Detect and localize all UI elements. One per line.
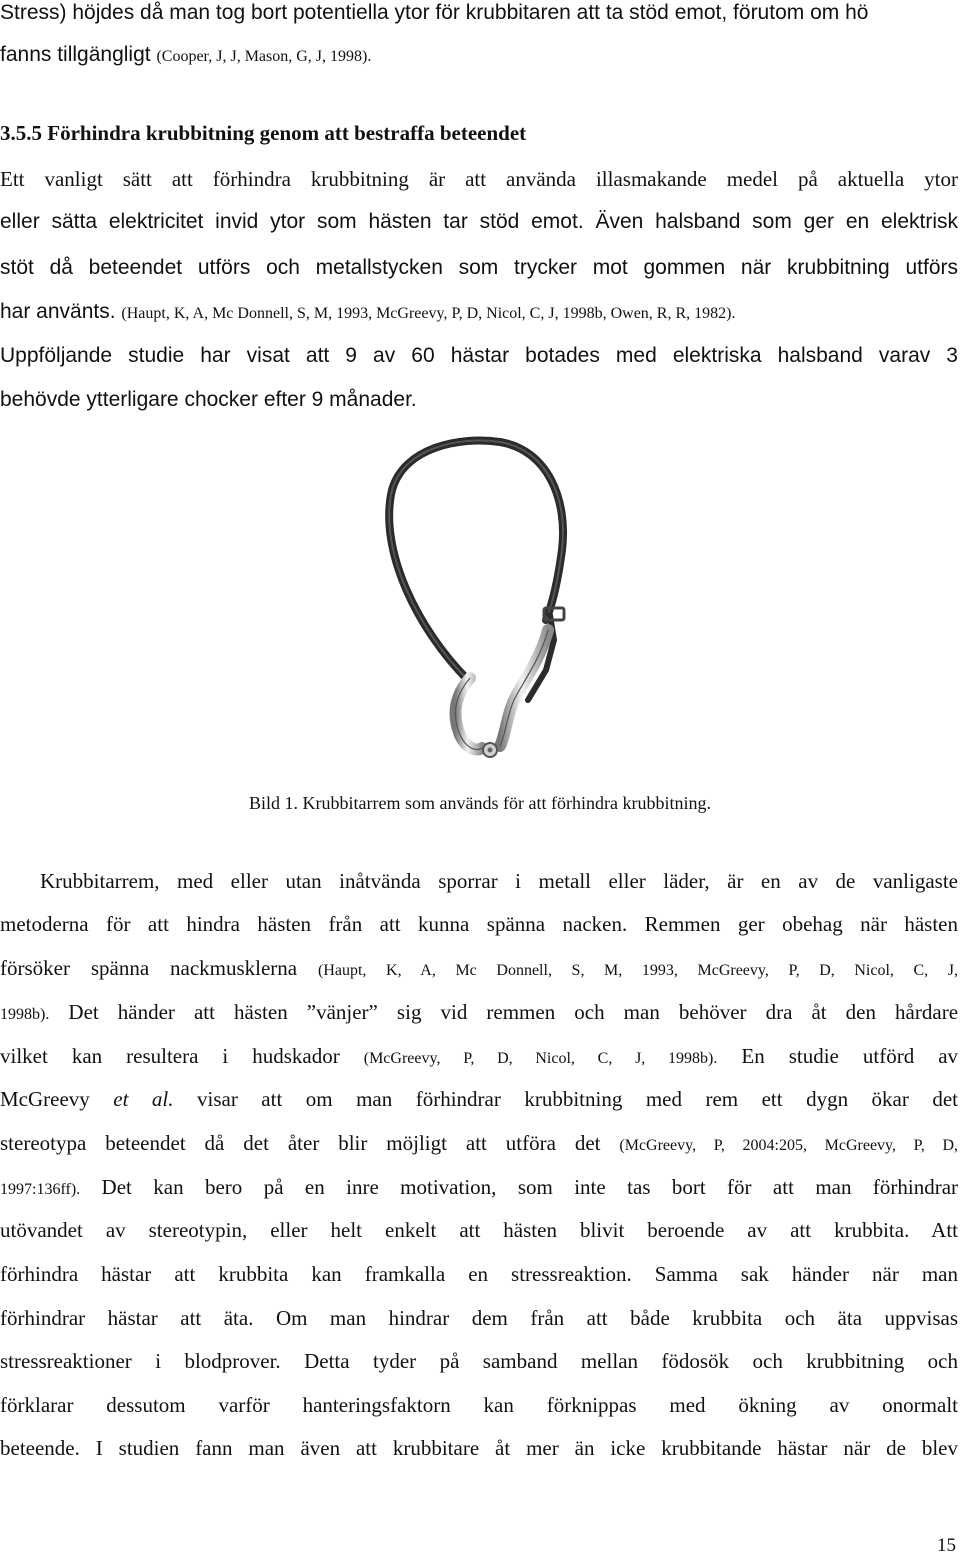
page-number: 15: [937, 1535, 956, 1556]
paragraph-line: förhindrar hästar att äta. Om man hindrar dem från att både krubbita och äta uppvisas: [0, 1306, 958, 1330]
citation: (McGreevy, P, D, Nicol, C, J, 1998b).: [363, 1050, 718, 1067]
paragraph-line: McGreevy et al. visar att om man förhindrar krubbitning med rem ett dygn ökar det: [0, 1087, 959, 1111]
citation: (McGreevy, P, 2004:205, McGreevy, P, D,: [619, 1137, 958, 1154]
paragraph-line: stressreaktioner i blodprover. Detta tyder på samband mellan födosök och krubbitning och: [0, 1349, 958, 1373]
citation: 1998b).: [0, 1006, 50, 1023]
citation: (Haupt, K, A, Mc Donnell, S, M, 1993, McGreevy, P, D, Nicol, C, J, 1998b, Owen, R, R, 1982).: [121, 305, 736, 322]
citation: (Haupt, K, A, Mc Donnell, S, M, 1993, McGreevy, P, D, Nicol, C, J,: [317, 962, 959, 979]
citation: 1997:136ff).: [0, 1181, 81, 1198]
paragraph-line: 1998b). Det händer att hästen ”vänjer” sig vid remmen och man behöver dra åt den hårdare: [0, 1000, 959, 1024]
paragraph-line: Ett vanligt sätt att förhindra krubbitning är att använda illasmakande medel på aktuella ytor: [0, 167, 958, 191]
paragraph-line: stereotypa beteendet då det åter blir möjligt att utföra det (McGreevy, P, 2004:205, McGreevy, P, D,: [0, 1131, 958, 1155]
paragraph-line: vilket kan resultera i hudskador (McGreevy, P, D, Nicol, C, J, 1998b). En studie utförd av: [0, 1044, 959, 1068]
paragraph-line: eller sätta elektricitet invid ytor som hästen tar stöd emot. Även halsband som ger en elektrisk: [0, 210, 958, 233]
paragraph-line: stöt då beteendet utförs och metallstycken som trycker mot gommen när krubbitning utförs: [0, 256, 958, 279]
figure-caption: Bild 1. Krubbitarrem som används för att förhindra krubbitning.: [249, 793, 711, 813]
intro-line-1: Stress) höjdes då man tog bort potentiella ytor för krubbitaren att ta stöd emot, förutom om hö: [0, 1, 869, 24]
paragraph-line: Krubbitarrem, med eller utan inåtvända sporrar i metall eller läder, är en av de vanligaste: [40, 869, 958, 893]
paragraph-line: förhindra hästar att krubbita kan framkalla en stressreaktion. Samma sak händer när man: [0, 1262, 958, 1286]
paragraph-line: 1997:136ff). Det kan bero på en inre motivation, som inte tas bort för att man förhindrar: [0, 1175, 959, 1199]
paragraph-line: har använts. (Haupt, K, A, Mc Donnell, S, M, 1993, McGreevy, P, D, Nicol, C, J, 1998b, Owen, R, R, 1982).: [0, 300, 736, 323]
paragraph-line: utövandet av stereotypin, eller helt enkelt att hästen blivit beroende av att krubbita. Att: [0, 1218, 958, 1242]
paragraph-line: förklarar dessutom varför hanteringsfaktorn kan förknippas med ökning av onormalt: [0, 1393, 958, 1417]
paragraph-line: försöker spänna nackmusklerna (Haupt, K, A, Mc Donnell, S, M, 1993, McGreevy, P, D, Nicol, C, J,: [0, 956, 959, 980]
paragraph-line: behövde ytterligare chocker efter 9 månader.: [0, 388, 417, 411]
intro-line-2: fanns tillgängligt (Cooper, J, J, Mason, G, J, 1998).: [0, 43, 372, 66]
crib-strap-photo: [378, 430, 590, 765]
paragraph-line: beteende. I studien fann man även att krubbitare åt mer än icke krubbitande hästar när de blev: [0, 1436, 958, 1460]
paragraph-line: Uppföljande studie har visat att 9 av 60 hästar botades med elektriska halsband varav 3: [0, 344, 958, 367]
section-heading: 3.5.5 Förhindra krubbitning genom att bestraffa beteendet: [0, 121, 527, 145]
paragraph-line: metoderna för att hindra hästen från att kunna spänna nacken. Remmen ger obehag när hästen: [0, 912, 958, 936]
citation: (Cooper, J, J, Mason, G, J, 1998).: [156, 48, 372, 65]
